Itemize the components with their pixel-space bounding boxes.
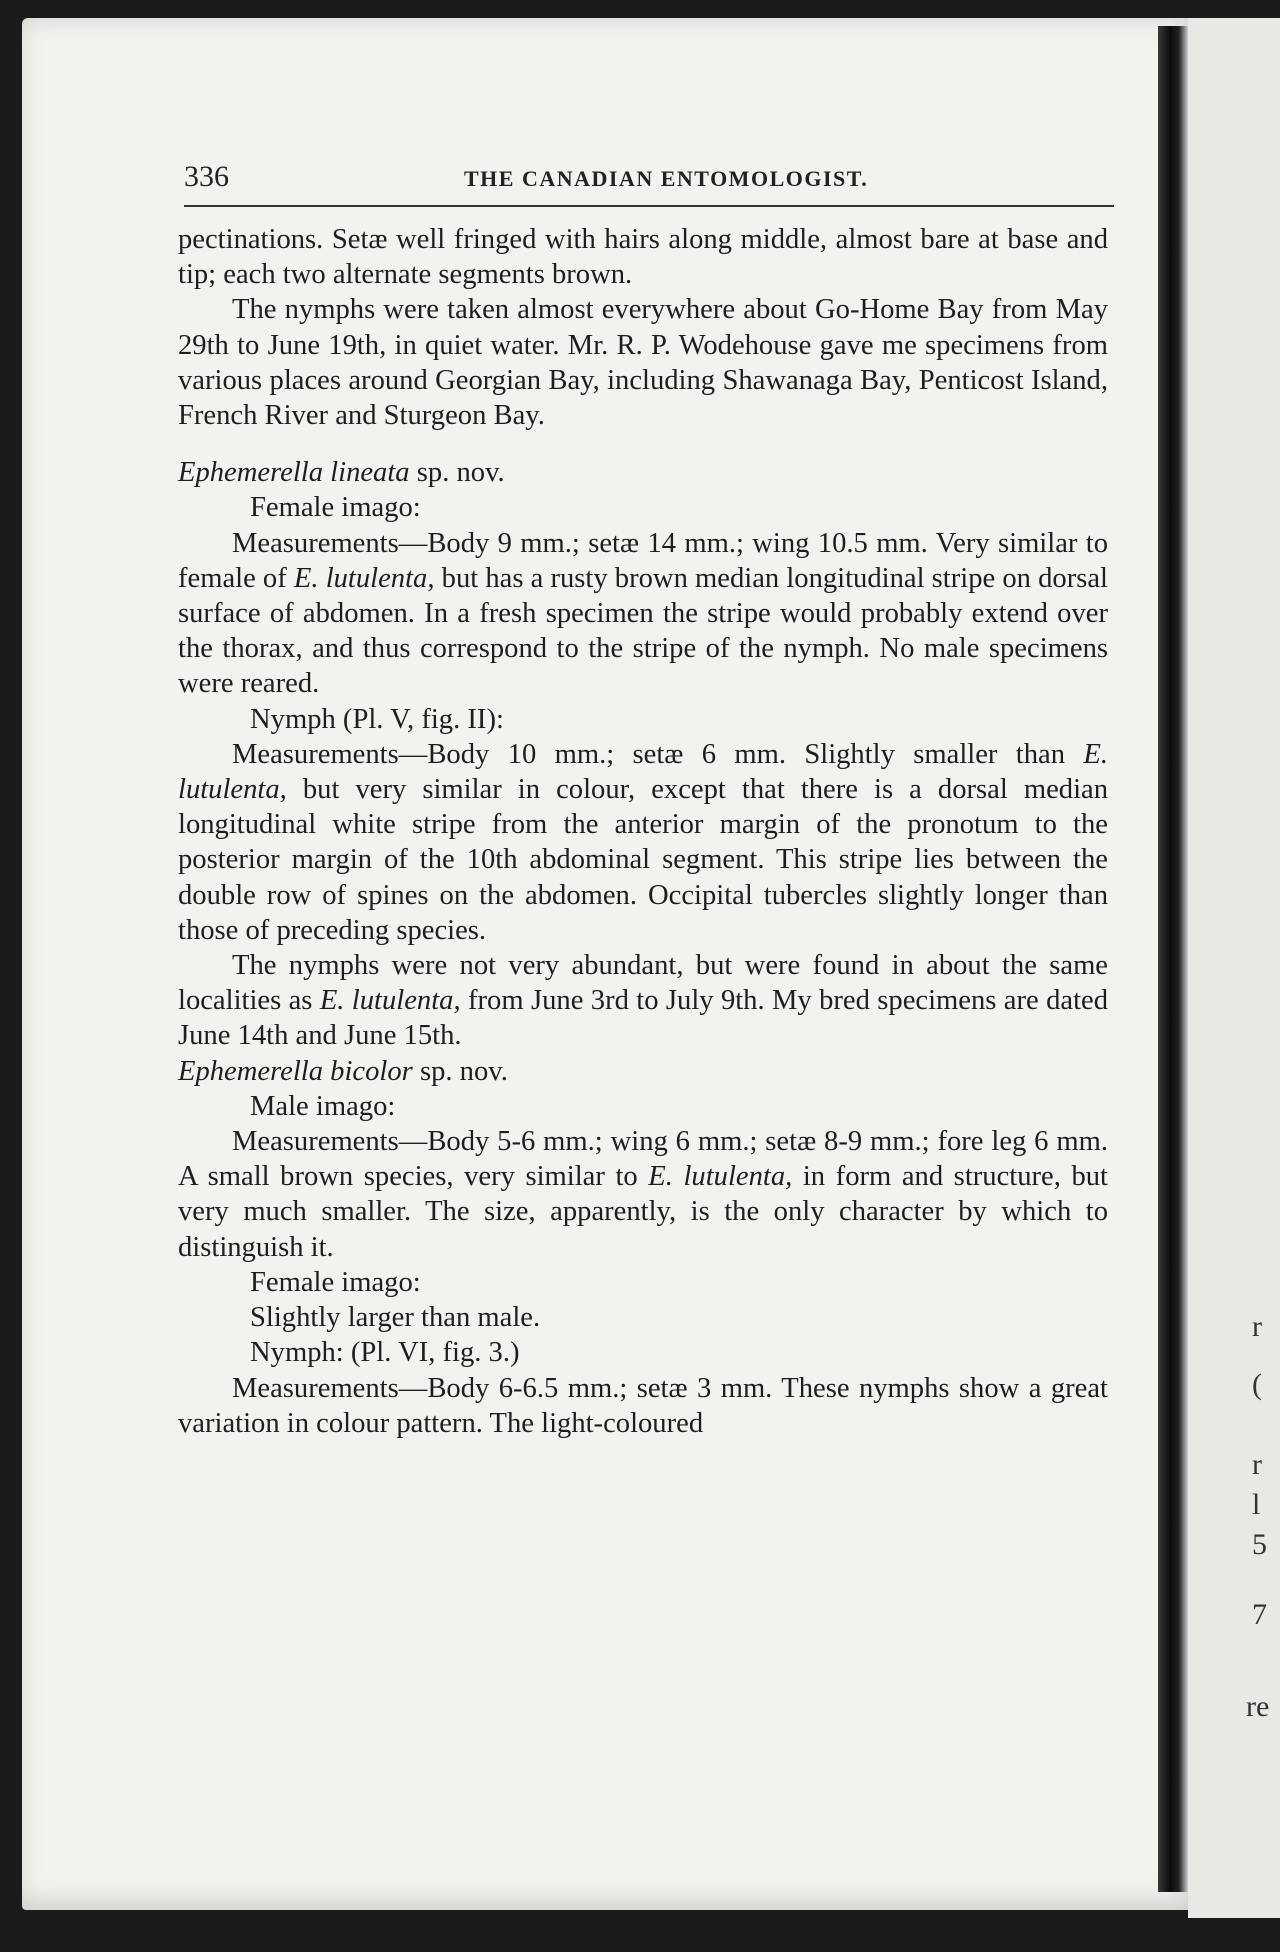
book-gutter	[1158, 26, 1188, 1892]
paragraph	[178, 1124, 1108, 1265]
species-suffix: sp. nov.	[419, 1055, 508, 1087]
species-reference: E. lutulenta,	[648, 1161, 793, 1193]
running-title: THE CANADIAN ENTOMOLOGIST.	[464, 166, 869, 191]
page-header	[184, 160, 1114, 200]
edge-letter: (	[1252, 1368, 1262, 1401]
edge-letter: 7	[1252, 1598, 1267, 1631]
paragraph: Slightly larger than male.	[250, 1302, 541, 1334]
paragraph: pectinations. Setæ well fringed with hairs along middle, almost bare at base and tip; each two alternate segments brown.	[178, 224, 1108, 291]
paragraph: Measurements—Body 6-6.5 mm.; setæ 3 mm. These nymphs show a great variation in colour pattern. The light-coloured	[178, 1372, 1108, 1439]
text-span: from June 3rd to July 9th. My bred specimens are dated June 14th and June 15th.	[178, 985, 1108, 1052]
header-rule	[184, 205, 1114, 207]
edge-letter: r	[1252, 1310, 1262, 1343]
species-reference: E. lutulenta,	[293, 562, 435, 594]
species-heading	[178, 1054, 1108, 1089]
section-label: Female imago:	[250, 492, 421, 524]
section-label: Nymph: (Pl. VI, fig. 3.)	[250, 1337, 520, 1369]
paragraph: The nymphs were taken almost everywhere about Go-Home Bay from May 29th to June 19th, in quiet water. Mr. R. P. Wodehouse gave me specimens from various places around Georgian Bay, including Shawanaga Bay, Penticost Island, French River and Sturgeon Bay.	[178, 294, 1108, 432]
paragraph	[178, 737, 1108, 948]
section-label: Female imago:	[250, 1266, 421, 1298]
edge-letter: r	[1252, 1448, 1262, 1481]
facing-page-edge	[1188, 18, 1280, 1918]
species-suffix: sp. nov.	[416, 457, 505, 489]
species-name: Ephemerella bicolor	[178, 1055, 413, 1087]
text-span: Measurements—Body 9 mm.; setæ 14 mm.; wing 10.5 mm. Very similar to female of	[178, 527, 1108, 594]
species-heading	[178, 455, 1108, 490]
text-span: Measurements—Body 5-6 mm.; wing 6 mm.; setæ 8-9 mm.; fore leg 6 mm. A small brown species, very similar to	[178, 1126, 1108, 1193]
text-span: The nymphs were not very abundant, but were found in about the same localities as	[178, 950, 1108, 1017]
page-body	[178, 222, 1108, 1441]
species-name: Ephemerella lineata	[178, 457, 410, 489]
edge-letter: 5	[1252, 1528, 1267, 1561]
edge-letter: re	[1246, 1690, 1270, 1723]
text-span: Measurements—Body 10 mm.; setæ 6 mm. Slightly smaller than	[232, 738, 1066, 770]
paragraph	[178, 948, 1108, 1054]
section-label: Nymph (Pl. V, fig. II):	[250, 703, 504, 735]
text-span: but very similar in colour, except that there is a dorsal median longitudinal white stripe from the anterior margin of the pronotum to the posterior margin of the 10th abdominal segment. This stripe lies between the double row of spines on the abdomen. Occipital tubercles slightly longer than those of preceding species.	[178, 774, 1108, 946]
edge-letter: l	[1252, 1488, 1261, 1521]
text-span: but has a rusty brown median longitudinal stripe on dorsal surface of abdomen. In a fresh specimen the stripe would probably extend over the thorax, and thus correspond to the stripe of the nymph. No male specimens were reared.	[178, 562, 1108, 700]
paragraph	[178, 526, 1108, 702]
species-reference: E. lutulenta,	[319, 985, 461, 1017]
section-label: Male imago:	[250, 1090, 396, 1122]
text-span: in form and structure, but very much smaller. The size, apparently, is the only character by which to distinguish it.	[178, 1161, 1108, 1263]
species-reference: E. lutulenta,	[178, 738, 1108, 806]
page-number: 336	[184, 160, 229, 193]
